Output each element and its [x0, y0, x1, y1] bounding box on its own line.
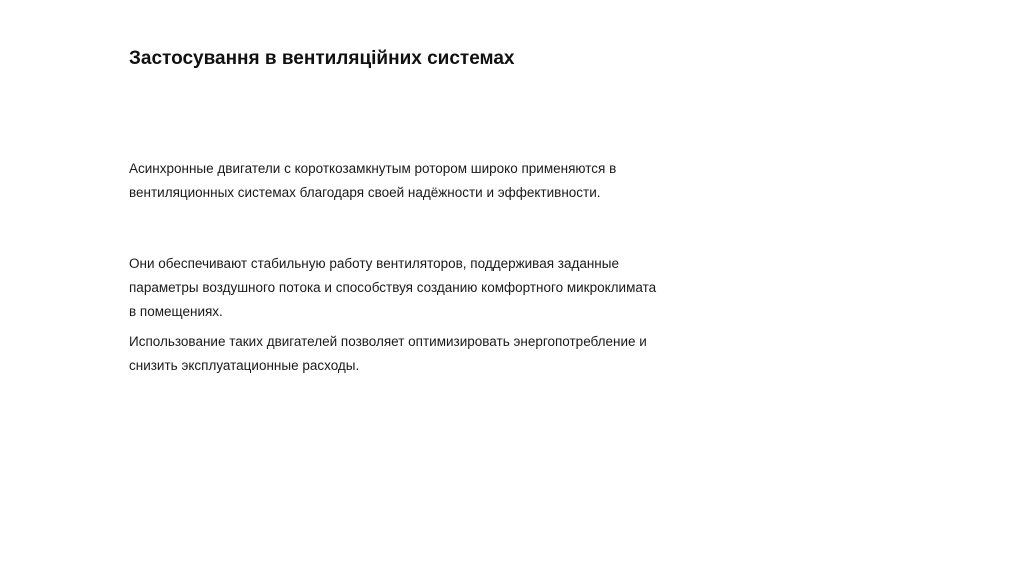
- paragraph-1-line-2: вентиляционных системах благодаря своей надёжности и эффективности.: [129, 185, 601, 200]
- paragraph-3-line-1: Использование таких двигателей позволяет оптимизировать энергопотребление и: [129, 334, 647, 349]
- paragraph-1: [129, 157, 649, 205]
- paragraph-1-line-1: Асинхронные двигатели с короткозамкнутым ротором широко применяются в: [129, 161, 617, 176]
- paragraph-2-line-3: в помещениях.: [129, 304, 223, 319]
- paragraph-3-line-2: снизить эксплуатационные расходы.: [129, 358, 360, 373]
- paragraph-2-line-2: параметры воздушного потока и способствуя созданию комфортного микроклимата: [129, 280, 657, 295]
- paragraph-3: [129, 330, 689, 378]
- paragraph-2-line-1: Они обеспечивают стабильную работу вентиляторов, поддерживая заданные: [129, 256, 619, 271]
- slide-title: Застосування в вентиляційних системах: [129, 48, 515, 69]
- paragraph-2: [129, 252, 689, 324]
